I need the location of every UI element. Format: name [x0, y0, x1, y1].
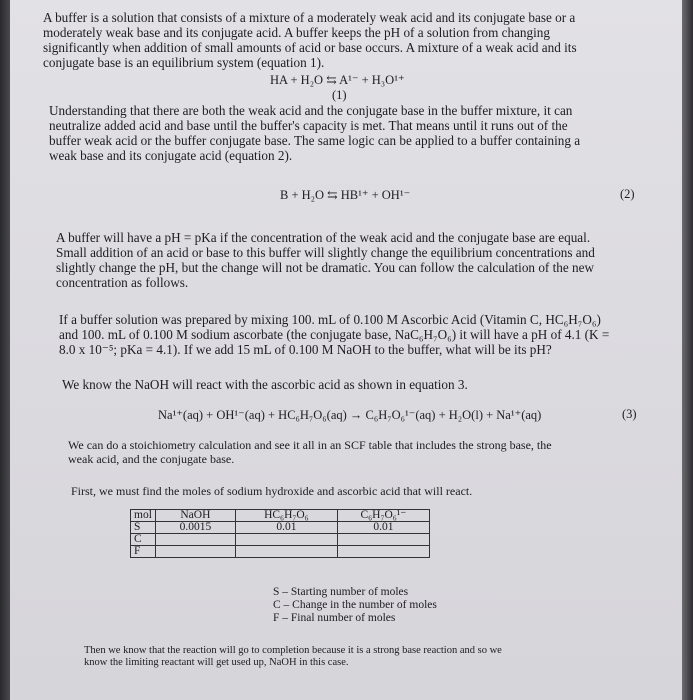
para8-line-1: Then we know that the reaction will go to completion because it is a strong base reaction and so we [84, 645, 502, 656]
legend-final: F – Final number of moles [273, 612, 396, 624]
para8-line-2: know the limiting reactant will get used up, NaOH in this case. [84, 657, 349, 668]
para4-line-3: 8.0 x 10⁻⁵; pKa = 4.1). If we add 15 mL of 0.100 M NaOH to the buffer, what will be its pH? [59, 342, 552, 357]
table-header-row [131, 510, 430, 522]
equation-1: HA + H₂O ⇆ A¹⁻ + H₃O¹⁺ [270, 73, 405, 87]
para6-line-2: weak acid, and the conjugate base. [68, 452, 235, 466]
table-row [131, 534, 430, 546]
para7: First, we must find the moles of sodium hydroxide and ascorbic acid that will react. [71, 484, 473, 498]
table-cell: 0.01 [235, 522, 337, 534]
table-cell: F [131, 546, 156, 558]
table-cell [155, 546, 235, 558]
para3-line-1: A buffer will have a pH = pKa if the concentration of the weak acid and the conjugate base are equal. [56, 230, 591, 245]
legend-start: S – Starting number of moles [273, 586, 409, 598]
table-cell [337, 534, 429, 546]
equation-2-number: (2) [620, 187, 635, 201]
document-page [10, 0, 682, 700]
equation-1-number: (1) [332, 88, 347, 102]
para2-line-1: Understanding that there are both the weak acid and the conjugate base in the buffer mixture, it can [49, 103, 573, 118]
table-cell: 0.0015 [155, 522, 235, 534]
table-row [131, 546, 430, 558]
table-cell: S [131, 522, 156, 534]
equation-3-number: (3) [622, 407, 637, 421]
para4-line-1: If a buffer solution was prepared by mixing 100. mL of 0.100 M Ascorbic Acid (Vitamin C, HC₆H₇O₆) [59, 312, 601, 327]
table-cell [235, 546, 337, 558]
scf-table [130, 509, 430, 558]
para6-line-1: We can do a stoichiometry calculation and see it all in an SCF table that includes the strong base, the [68, 438, 552, 452]
page-right-shadow [682, 0, 693, 700]
table-header-cell: NaOH [155, 510, 235, 522]
equation-3: Na¹⁺(aq) + OH¹⁻(aq) + HC₆H₇O₆(aq) → C₆H₇O₆¹⁻(aq) + H₂O(l) + Na¹⁺(aq) [158, 408, 542, 422]
page-left-shadow [0, 0, 10, 700]
para2-line-4: weak base and its conjugate acid (equation 2). [49, 148, 293, 163]
intro-line-1: A buffer is a solution that consists of a mixture of a moderately weak acid and its conjugate base or a [43, 10, 576, 25]
intro-line-2: moderately weak base and its conjugate acid. A buffer keeps the pH of a solution from changing [43, 25, 550, 40]
table-cell: 0.01 [337, 522, 429, 534]
para5: We know the NaOH will react with the ascorbic acid as shown in equation 3. [62, 377, 468, 392]
para2-line-2: neutralize added acid and base until the buffer's capacity is met. That means until it runs out of the [49, 118, 568, 133]
intro-line-4: conjugate base is an equilibrium system (equation 1). [43, 55, 325, 70]
table-header-cell: C₆H₇O₆¹⁻ [337, 510, 429, 522]
legend-change: C – Change in the number of moles [273, 599, 437, 611]
table-row [131, 522, 430, 534]
intro-line-3: significantly when addition of small amounts of acid or base occurs. A mixture of a weak acid and its [43, 40, 577, 55]
equation-2: B + H₂O ⇆ HB¹⁺ + OH¹⁻ [280, 188, 411, 202]
table-header-cell: HC₆H₇O₆ [235, 510, 337, 522]
para3-line-2: Small addition of an acid or base to this buffer will slightly change the equilibrium concentrations and [56, 245, 595, 260]
para3-line-3: slightly change the pH, but the change will not be dramatic. You can follow the calculation of the new [56, 260, 594, 275]
para2-line-3: buffer weak acid or the buffer conjugate base. The same logic can be applied to a buffer containing a [49, 133, 581, 148]
table-cell: C [131, 534, 156, 546]
table-cell [155, 534, 235, 546]
table-header-cell: mol [131, 510, 156, 522]
table-cell [235, 534, 337, 546]
para3-line-4: concentration as follows. [56, 275, 189, 290]
para4-line-2: and 100. mL of 0.100 M sodium ascorbate (the conjugate base, NaC₆H₇O₆) it will have a pH of 4.1 (K = [59, 327, 610, 342]
table-cell [337, 546, 429, 558]
